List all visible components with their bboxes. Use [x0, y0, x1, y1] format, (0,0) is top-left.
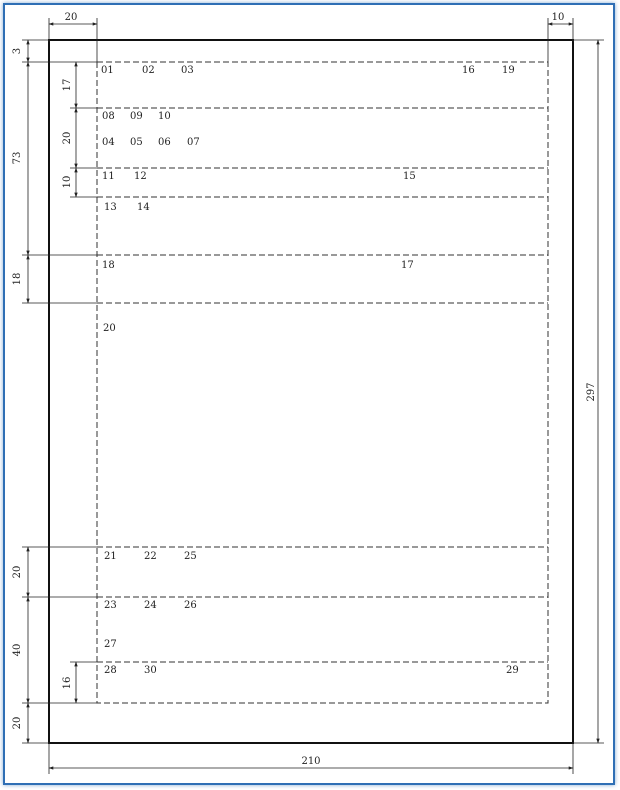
print-area-border	[97, 62, 548, 703]
field-16: 16	[462, 65, 475, 76]
dim-bottom-margin-label: 20	[12, 716, 23, 730]
dim-footer-a-height-label: 20	[12, 565, 23, 579]
field-19: 19	[502, 65, 515, 76]
field-05: 05	[130, 137, 143, 148]
dim-right-margin-label: 10	[551, 12, 565, 23]
field-15: 15	[403, 171, 416, 182]
dim-page-height-label: 297	[586, 382, 597, 402]
section-dividers	[97, 108, 548, 662]
dim-band-20-label: 20	[62, 131, 73, 145]
field-01: 01	[101, 65, 114, 76]
field-25: 25	[184, 551, 197, 562]
field-09: 09	[130, 111, 143, 122]
field-20: 20	[103, 323, 116, 334]
dim-top-offset-label: 3	[12, 47, 23, 55]
field-02: 02	[142, 65, 155, 76]
field-18: 18	[102, 260, 115, 271]
field-24: 24	[144, 600, 157, 611]
field-22: 22	[144, 551, 157, 562]
dim-page-width-label: 210	[301, 756, 321, 767]
field-28: 28	[104, 665, 117, 676]
field-13: 13	[104, 202, 117, 213]
field-03: 03	[181, 65, 194, 76]
field-labels	[101, 65, 519, 676]
dim-header-height-label: 73	[12, 151, 23, 165]
field-06: 06	[158, 137, 171, 148]
dim-band-17-label: 17	[62, 78, 73, 92]
field-11: 11	[102, 171, 115, 182]
field-08: 08	[102, 111, 115, 122]
field-27: 27	[104, 639, 117, 650]
field-04: 04	[102, 137, 115, 148]
field-23: 23	[104, 600, 117, 611]
field-14: 14	[137, 202, 150, 213]
field-07: 07	[187, 137, 200, 148]
field-29: 29	[506, 665, 519, 676]
dim-band-10-label: 10	[62, 175, 73, 189]
dim-left-margin-label: 20	[64, 12, 78, 23]
field-26: 26	[184, 600, 197, 611]
field-12: 12	[134, 171, 147, 182]
page-border	[49, 40, 573, 743]
dim-keywords-height-label: 18	[12, 272, 23, 286]
field-10: 10	[158, 111, 171, 122]
field-21: 21	[104, 551, 117, 562]
field-17: 17	[401, 260, 414, 271]
dim-footer-b-height-label: 40	[12, 643, 23, 657]
field-30: 30	[144, 665, 157, 676]
dim-band-16-label: 16	[62, 676, 73, 690]
